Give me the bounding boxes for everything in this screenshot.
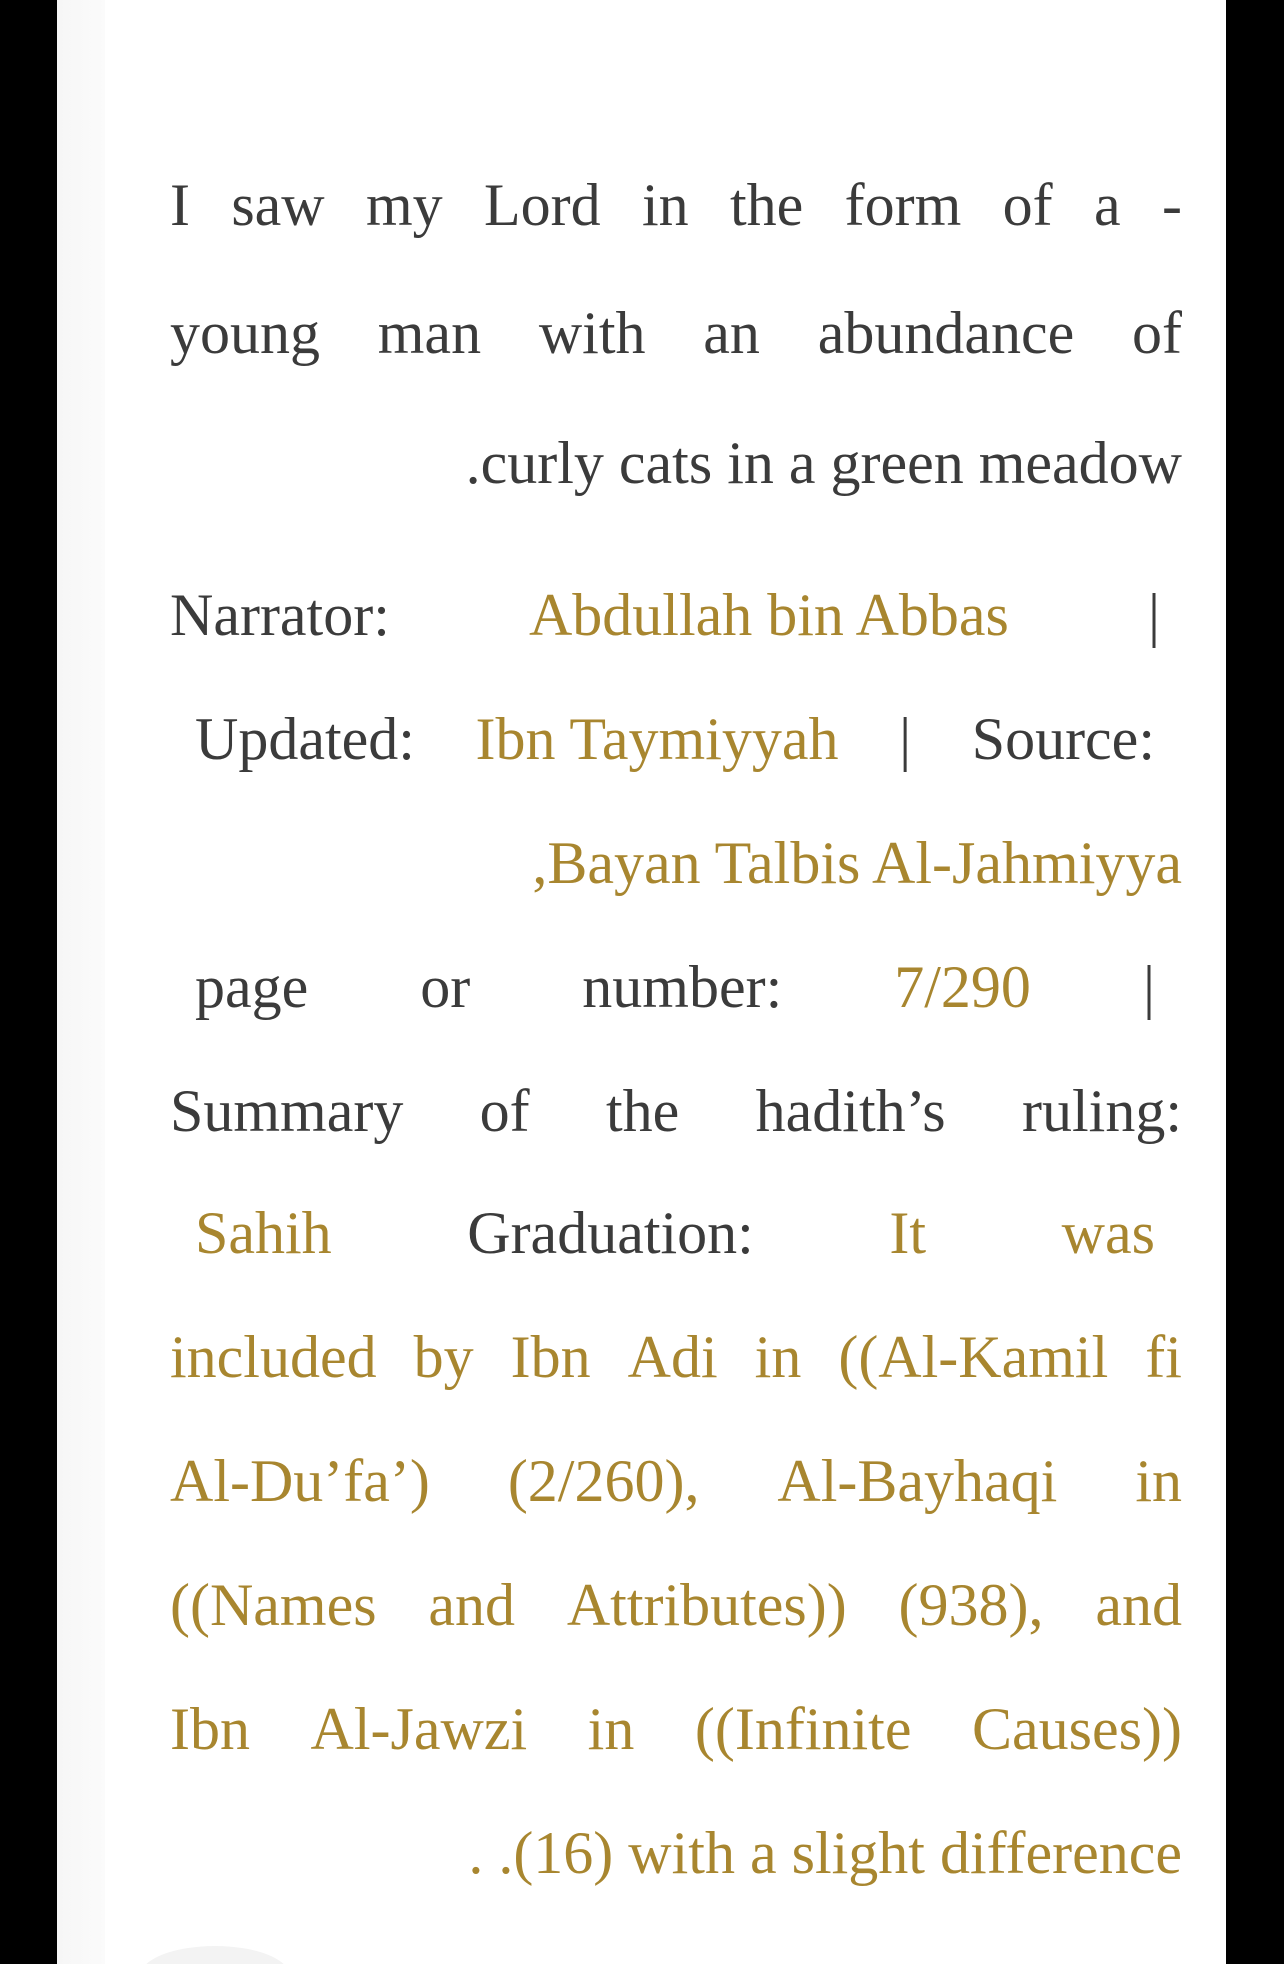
word: of	[1131, 300, 1182, 366]
separator: |	[1147, 582, 1160, 648]
word: in	[1135, 1448, 1182, 1514]
word: (938),	[898, 1572, 1044, 1638]
word: ((Names	[170, 1572, 377, 1638]
word: saw	[231, 172, 325, 238]
graduation-label: Graduation:	[467, 1200, 754, 1266]
word: Attributes))	[566, 1572, 847, 1638]
word: and	[428, 1572, 516, 1638]
summary-row	[170, 1076, 1182, 1146]
word: .curly cats in a green meadow	[465, 430, 1182, 496]
graduation-line-2	[170, 1322, 1182, 1392]
source-label: Source:	[971, 706, 1155, 772]
word: by	[413, 1324, 474, 1390]
hadith-text-line-3	[170, 428, 1182, 498]
word: . .(16) with a slight difference	[468, 1820, 1182, 1886]
word: the	[606, 1078, 680, 1144]
separator: |	[1142, 954, 1155, 1020]
word: hadith’s	[755, 1078, 946, 1144]
word: Al-Du’fa’)	[170, 1448, 430, 1514]
word: of	[479, 1078, 530, 1144]
ruling-row	[195, 1198, 1155, 1268]
word: -	[1161, 172, 1182, 238]
right-edge	[1226, 0, 1284, 1964]
word: abundance	[817, 300, 1075, 366]
word: included	[170, 1324, 377, 1390]
word: and	[1095, 1572, 1182, 1638]
word: an	[703, 300, 760, 366]
word: Ibn	[170, 1696, 250, 1762]
updated-value[interactable]: Ibn Taymiyyah	[475, 706, 839, 772]
page-number-row	[195, 952, 1155, 1022]
word: form	[844, 172, 962, 238]
word: fi	[1145, 1324, 1182, 1390]
word: young	[170, 300, 320, 366]
word: my	[365, 172, 443, 238]
graduation-line-5	[170, 1694, 1182, 1764]
updated-source-row	[195, 704, 1155, 774]
word: man	[377, 300, 482, 366]
word: a	[1093, 172, 1121, 238]
word: of	[1002, 172, 1053, 238]
word: Causes))	[972, 1696, 1182, 1762]
word: Al-Jawzi	[310, 1696, 528, 1762]
graduation-line-3	[170, 1446, 1182, 1516]
narrator-value[interactable]: Abdullah bin Abbas	[528, 582, 1009, 648]
word: (2/260),	[507, 1448, 700, 1514]
separator: |	[899, 706, 912, 772]
word: was	[1061, 1200, 1155, 1266]
word: Ibn	[510, 1324, 591, 1390]
word: with	[538, 300, 646, 366]
word: Adi	[627, 1324, 718, 1390]
word: page	[195, 954, 309, 1020]
word: in	[754, 1324, 802, 1390]
word: number:	[582, 954, 783, 1020]
word: Lord	[484, 172, 601, 238]
source-value-row	[170, 828, 1182, 898]
page-value: 7/290	[894, 954, 1031, 1020]
updated-label: Updated:	[195, 706, 415, 772]
word: or	[420, 954, 471, 1020]
word: ((Al-Kamil	[838, 1324, 1109, 1390]
narrator-label: Narrator:	[170, 582, 390, 648]
source-value[interactable]: ,Bayan Talbis Al-Jahmiyya	[532, 830, 1182, 896]
word: ruling:	[1022, 1078, 1182, 1144]
word: the	[730, 172, 804, 238]
left-edge-shadow	[57, 0, 105, 1964]
hadith-text-line-2	[170, 298, 1182, 368]
word: in	[587, 1696, 635, 1762]
narrator-row	[170, 580, 1182, 650]
graduation-line-4	[170, 1570, 1182, 1640]
word: in	[641, 172, 689, 238]
word: Summary	[170, 1078, 404, 1144]
word: It	[889, 1200, 927, 1266]
ruling-value: Sahih	[195, 1200, 332, 1266]
graduation-line-6	[170, 1818, 1182, 1888]
word: I	[170, 172, 190, 238]
hadith-text-line-1	[170, 170, 1182, 240]
word: ((Infinite	[694, 1696, 912, 1762]
word: Al-Bayhaqi	[777, 1448, 1058, 1514]
